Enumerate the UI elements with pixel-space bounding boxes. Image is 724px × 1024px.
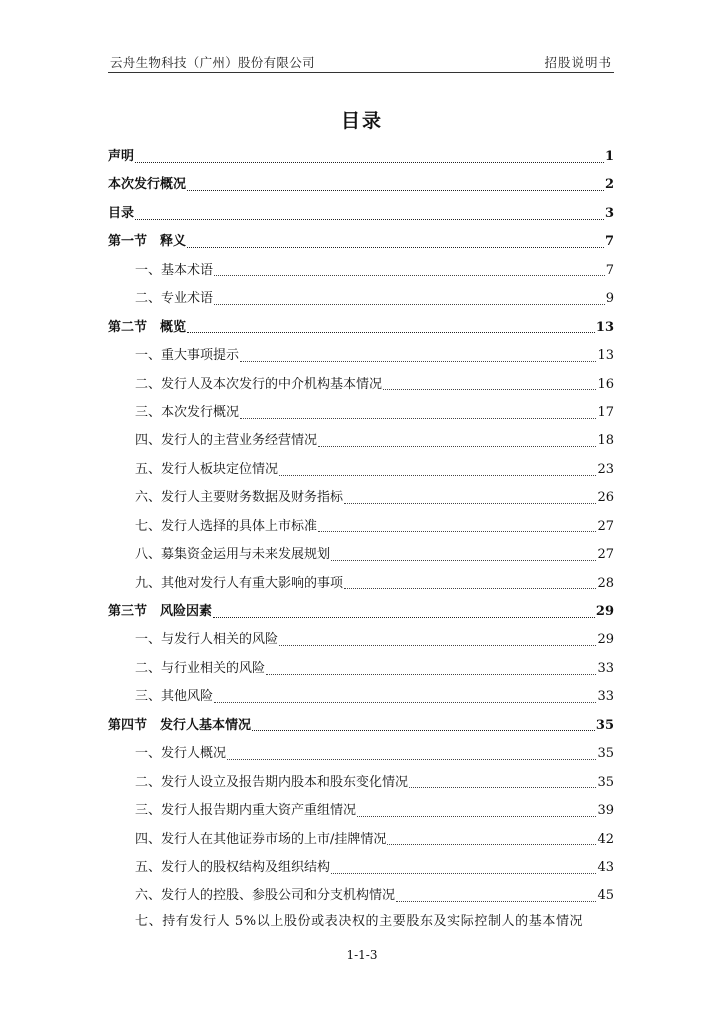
dot-leader <box>135 219 604 220</box>
toc-section-entry[interactable] <box>108 200 614 228</box>
toc-entry-page: 35 <box>595 717 614 733</box>
toc-section-entry[interactable] <box>108 171 614 199</box>
toc-subsection-entry[interactable] <box>108 882 614 910</box>
toc-subsection-entry[interactable] <box>108 570 614 598</box>
toc-entry-page: 16 <box>597 376 614 392</box>
page-number: 1-1-3 <box>346 948 378 962</box>
toc-entry-label: 三、发行人报告期内重大资产重组情况 <box>135 803 357 819</box>
toc-entry-page: 33 <box>597 689 614 705</box>
dot-leader <box>279 475 596 476</box>
toc-entry-page: 2 <box>604 177 614 193</box>
toc-entry-label: 二、专业术语 <box>135 291 214 307</box>
toc-entry-label: 本次发行概况 <box>108 177 187 193</box>
toc-entry-page: 39 <box>597 803 614 819</box>
dot-leader <box>240 418 596 419</box>
toc-subsection-entry[interactable] <box>108 371 614 399</box>
toc-entry-page: 13 <box>595 319 614 335</box>
toc-entry-label: 三、其他风险 <box>135 689 214 705</box>
toc-subsection-entry[interactable] <box>108 740 614 768</box>
toc-subsection-entry[interactable] <box>108 456 614 484</box>
toc-entry-page: 3 <box>604 205 614 221</box>
dot-leader <box>357 816 596 817</box>
toc-entry-label: 二、发行人设立及报告期内股本和股东变化情况 <box>135 774 409 790</box>
toc-entry-truncated[interactable]: 七、持有发行人 5%以上股份或表决权的主要股东及实际控制人的基本情况 <box>135 914 584 929</box>
toc-entry-page: 35 <box>597 746 614 762</box>
dot-leader <box>344 503 596 504</box>
toc-entry-page: 29 <box>597 632 614 648</box>
toc-entry-label: 目录 <box>108 205 135 221</box>
toc-subsection-entry[interactable] <box>108 342 614 370</box>
toc-entry-page: 35 <box>597 774 614 790</box>
toc-entry-page: 43 <box>597 859 614 875</box>
toc-entry-label: 二、发行人及本次发行的中介机构基本情况 <box>135 376 383 392</box>
toc-entry-label: 第三节 风险因素 <box>108 604 213 619</box>
dot-leader <box>279 645 596 646</box>
toc-entry-page: 42 <box>597 831 614 847</box>
dot-leader <box>318 446 596 447</box>
toc-entry-page: 9 <box>605 291 614 307</box>
toc-entry-page: 23 <box>597 461 614 477</box>
toc-entry-page: 7 <box>604 234 614 250</box>
dot-leader <box>266 674 596 675</box>
toc-section-entry[interactable] <box>108 228 614 256</box>
dot-leader <box>214 275 605 276</box>
toc-section-entry[interactable] <box>108 143 614 171</box>
toc-entry-page: 18 <box>597 433 614 449</box>
toc-section-entry[interactable] <box>108 314 614 342</box>
document-type: 招股说明书 <box>544 55 612 70</box>
toc-entry-page: 13 <box>597 348 614 364</box>
toc-subsection-entry[interactable] <box>108 484 614 512</box>
toc-entry-page: 7 <box>605 262 614 278</box>
toc-entry-label: 第一节 释义 <box>108 234 187 250</box>
toc-subsection-entry[interactable] <box>108 399 614 427</box>
toc-entry-label: 一、基本术语 <box>135 262 214 278</box>
dot-leader <box>187 332 595 333</box>
dot-leader <box>331 873 596 874</box>
toc-entry-label: 第四节 发行人基本情况 <box>108 717 252 733</box>
toc-section-entry[interactable] <box>108 598 614 626</box>
toc-entry-page: 29 <box>595 604 614 619</box>
toc-section-entry[interactable] <box>108 712 614 740</box>
toc-entry-label: 四、发行人的主营业务经营情况 <box>135 433 318 449</box>
toc-subsection-entry[interactable] <box>108 655 614 683</box>
dot-leader <box>213 617 595 618</box>
toc-entry-page: 33 <box>597 660 614 676</box>
dot-leader <box>387 844 596 845</box>
toc-entry-label: 五、发行人板块定位情况 <box>135 461 279 477</box>
dot-leader <box>331 560 596 561</box>
toc-entry-page: 45 <box>597 888 614 904</box>
toc-entry-label: 第二节 概览 <box>108 319 187 335</box>
toc-entry-page: 1 <box>604 149 614 164</box>
dot-leader <box>187 247 604 248</box>
page-title: 目录 <box>340 110 383 132</box>
toc-subsection-entry[interactable] <box>108 513 614 541</box>
toc-subsection-entry[interactable] <box>108 257 614 285</box>
dot-leader <box>344 588 596 589</box>
dot-leader <box>252 730 595 731</box>
dot-leader <box>396 901 596 902</box>
toc-subsection-entry[interactable] <box>108 769 614 797</box>
toc-entry-page: 26 <box>597 490 614 506</box>
toc-entry-page: 17 <box>597 404 614 420</box>
toc-entry-label: 四、发行人在其他证券市场的上市/挂牌情况 <box>135 831 387 847</box>
toc-entry-label: 六、发行人主要财务数据及财务指标 <box>135 490 344 506</box>
toc-subsection-entry[interactable] <box>108 285 614 313</box>
dot-leader <box>383 389 596 390</box>
dot-leader <box>214 702 596 703</box>
toc-entry-label: 七、发行人选择的具体上市标准 <box>135 518 318 534</box>
toc-entry-label: 五、发行人的股权结构及组织结构 <box>135 859 331 875</box>
dot-leader <box>187 190 604 191</box>
dot-leader <box>227 759 596 760</box>
toc-entry-label: 三、本次发行概况 <box>135 404 240 420</box>
toc-subsection-entry[interactable] <box>108 797 614 825</box>
toc-entry-label: 二、与行业相关的风险 <box>135 660 266 676</box>
toc-entry-label: 一、重大事项提示 <box>135 348 240 364</box>
dot-leader <box>318 531 596 532</box>
toc-entry-page: 27 <box>597 518 614 534</box>
company-name: 云舟生物科技（广州）股份有限公司 <box>110 55 315 70</box>
dot-leader <box>409 787 596 788</box>
toc-subsection-entry[interactable] <box>108 826 614 854</box>
toc-subsection-entry[interactable] <box>108 854 614 882</box>
toc-subsection-entry[interactable] <box>108 626 614 654</box>
toc-subsection-entry[interactable] <box>108 427 614 455</box>
toc-subsection-entry[interactable] <box>108 683 614 711</box>
table-of-contents <box>108 143 614 911</box>
dot-leader <box>240 361 596 362</box>
toc-entry-label: 一、与发行人相关的风险 <box>135 632 279 648</box>
toc-entry-label: 六、发行人的控股、参股公司和分支机构情况 <box>135 888 396 904</box>
toc-entry-label: 一、发行人概况 <box>135 746 227 762</box>
toc-subsection-entry[interactable] <box>108 541 614 569</box>
dot-leader <box>214 304 605 305</box>
dot-leader <box>135 162 604 163</box>
page-header <box>108 50 614 73</box>
toc-entry-page: 27 <box>597 547 614 563</box>
toc-entry-page: 28 <box>597 575 614 591</box>
toc-entry-label: 声明 <box>108 149 135 164</box>
toc-entry-label: 八、募集资金运用与未来发展规划 <box>135 547 331 563</box>
toc-entry-label: 九、其他对发行人有重大影响的事项 <box>135 575 344 591</box>
